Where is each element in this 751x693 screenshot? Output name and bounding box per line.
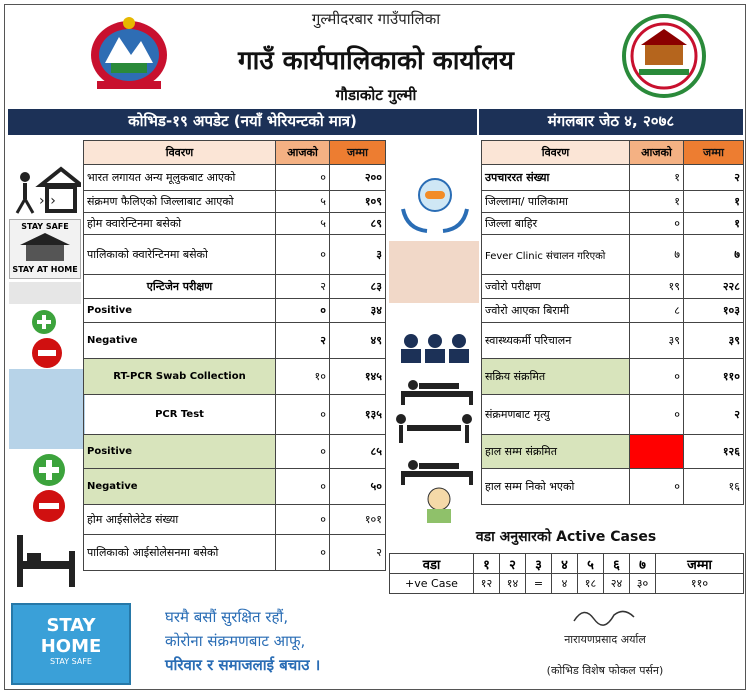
table-row: स्वास्थ्यकर्मी परिचालन ३९ ३९ (482, 323, 744, 359)
ward-table (389, 553, 744, 594)
table-row: हाल सम्म निको भएको ० १६ (482, 469, 744, 505)
table-row: पालिकाको आईसोलेसनमा बसेको ० २ (84, 535, 386, 571)
house-walk-icon (11, 165, 81, 215)
table-row: हाल सम्म संक्रमित १२६ (482, 435, 744, 469)
plus-circle-icon (31, 309, 57, 335)
stay-home-banner: STAY HOME STAY SAFE (11, 603, 131, 685)
signatory-title: (कोभिड विशेष फोकल पर्सन) (546, 664, 664, 677)
table-row: भारत लगायत अन्य मूलुकबाट आएको ० २०० (84, 165, 386, 191)
stay-safe-caption: STAY SAFE (21, 222, 69, 231)
table-row: ज्वोरो परीक्षण १९ २२८ (482, 275, 744, 299)
fever-child-photo (389, 241, 479, 303)
signature-block (485, 603, 725, 678)
ward-title: वडा अनुसारको Active Cases (475, 529, 657, 545)
table-row: पालिकाको क्वारेन्टिनमा बसेको ० ३ (84, 235, 386, 275)
right-table (481, 140, 744, 505)
left-table (83, 140, 386, 571)
table-row: एन्टिजेन परीक्षण २ ८३ (84, 275, 386, 299)
col-desc: विवरण (84, 141, 276, 165)
update-title-bar: कोभिड-१९ अपडेट (नयाँ भेरियन्टको मात्र) (8, 109, 477, 135)
stay-at-home-caption: STAY AT HOME (12, 265, 78, 274)
minus-circle-icon-2 (31, 489, 67, 523)
table-row: Negative २ ४९ (84, 323, 386, 359)
table-row: जिल्लामा/ पालिकामा १ १ (482, 191, 744, 213)
ward-header-row: वडा १ २ ३ ४ ५ ६ ७ जम्मा (390, 554, 744, 574)
signatory-name: नारायणप्रसाद अर्याल (564, 633, 646, 646)
table-row: Positive ० ८५ (84, 435, 386, 469)
patient-bed-icon-2 (397, 451, 477, 485)
municipality-logo-icon (621, 13, 707, 99)
col-total: जम्मा (330, 141, 386, 165)
swab-photo (9, 369, 85, 449)
table-row: होम क्वारेन्टिनमा बसेको ५ ८९ (84, 213, 386, 235)
medicine-hands-icon (397, 169, 473, 239)
table-row: होम आईसोलेटेड संख्या ० १०१ (84, 505, 386, 535)
right-header-row (482, 141, 744, 165)
stay-home-message: घरमै बसौं सुरक्षित रहौं, कोरोना संक्रमणबाट आफू, परिवार र समाजलाई बचाउ । (165, 608, 321, 674)
table-row: सक्रिय संक्रमित ० ११० (482, 359, 744, 395)
date-bar: मंगलबार जेठ ४, २०७८ (479, 109, 743, 135)
svg-text:›››: ››› (39, 193, 56, 209)
bed-icon (13, 531, 79, 591)
ward-values-row: +ve Case १२ १४ = ४ १८ २४ ३० ११० (390, 574, 744, 594)
table-row: ज्वोरो आएका बिरामी ८ १०३ (482, 299, 744, 323)
plus-circle-icon-2 (31, 453, 67, 487)
office-title: गाउँ कार्यपालिकाको कार्यालय (238, 46, 514, 76)
stay-home-house-icon (10, 231, 80, 261)
table-row: PCR Test ० १३५ (84, 395, 386, 435)
minus-circle-icon (31, 337, 63, 369)
municipality-name: गुल्मीदरबार गाउँपालिका (311, 10, 441, 28)
covid-update-sheet (4, 4, 746, 690)
table-row: संक्रमणबाट मृत्यु ० २ (482, 395, 744, 435)
table-row: Negative ० ५० (84, 469, 386, 505)
left-header-row (84, 141, 386, 165)
col-desc-right: विवरण (482, 141, 630, 165)
col-total-right: जम्मा (684, 141, 744, 165)
health-workers-icon (397, 331, 473, 365)
table-row: उपचाररत संख्या १ २ (482, 165, 744, 191)
col-today-right: आजको (630, 141, 684, 165)
table-row: RT-PCR Swab Collection १० १४५ (84, 359, 386, 395)
signature-icon (570, 603, 640, 629)
table-row: जिल्ला बाहिर ० १ (482, 213, 744, 235)
col-today: आजको (276, 141, 330, 165)
table-row: संक्रमण फैलिएको जिल्लाबाट आएको ५ १०९ (84, 191, 386, 213)
office-location: गौडाकोट गुल्मी (335, 86, 417, 104)
stay-home-image (9, 219, 81, 279)
table-row: Fever Clinic संचालन गरिएको ७ ७ (482, 235, 744, 275)
table-row: Positive ० ३४ (84, 299, 386, 323)
stretcher-icon (391, 411, 477, 445)
test-kit-image (9, 282, 81, 304)
recovered-child-icon (409, 485, 469, 525)
patient-bed-icon (397, 371, 477, 405)
